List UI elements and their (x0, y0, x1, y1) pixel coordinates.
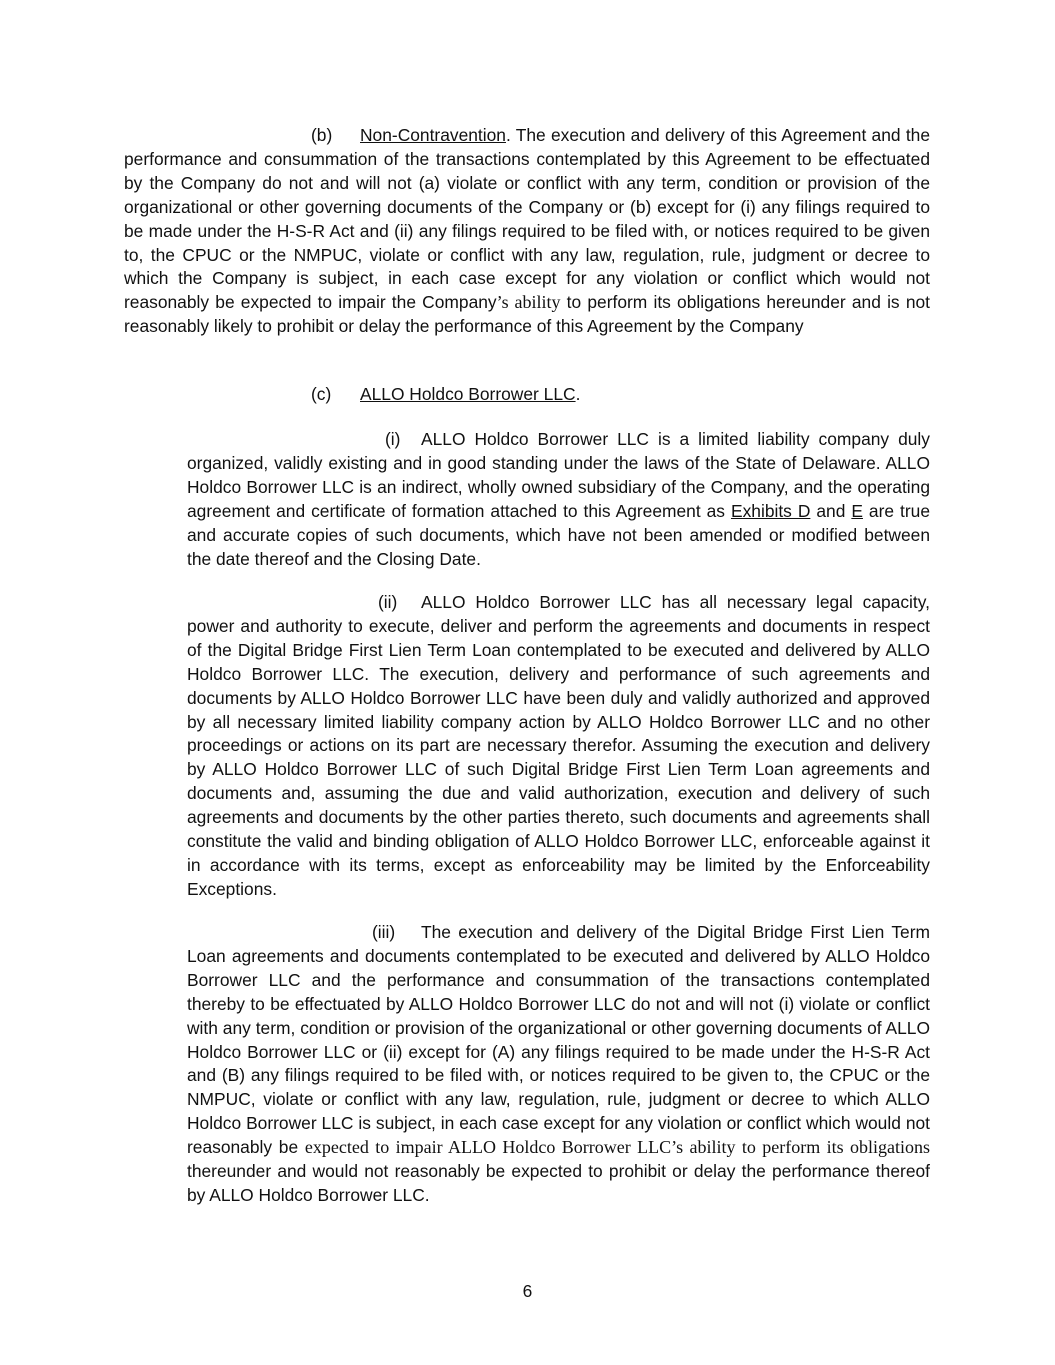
section-c-ii-paragraph (187, 591, 930, 902)
section-c-ii-text: ALLO Holdco Borrower LLC has all necessary legal capacity, power and authority to execute, deliver and perform the agreements and documents in respect of the Digital Bridge First Lien Term Loan contemplated to be executed and delivered by ALLO Holdco Borrower LLC. The execution, delivery and performance of such agreements and documents by ALLO Holdco Borrower LLC have been duly and validly authorized and approved by all necessary limited liability company action by ALLO Holdco Borrower LLC and no other proceedings or actions on its part are necessary therefor. Assuming the execution and delivery by ALLO Holdco Borrower LLC of such Digital Bridge First Lien Term Loan agreements and documents and, assuming the due and valid authorization, execution and delivery of such agreements and documents by the other parties thereto, such documents and agreements shall constitute the valid and binding obligation of ALLO Holdco Borrower LLC, enforceable against it in accordance with its terms, except as enforceability may be limited by the Enforceability Exceptions. (187, 592, 930, 899)
section-c-i-and: and (810, 500, 852, 521)
exhibit-d-link: Exhibits D (730, 500, 811, 521)
section-c-i-text-2: are true and accurate copies of such documents, which have not been amended or modified between the date thereof and the Closing Date. (187, 500, 930, 569)
section-c-iii-text-serif: expected to impair ALLO Holdco Borrower LLC’s ability to perform its obligations (304, 1137, 930, 1158)
section-c-i-number: (i) (385, 429, 401, 449)
section-c-ii-number: (ii) (378, 592, 398, 612)
section-b-title-suffix: . (505, 125, 511, 145)
section-c-heading (311, 383, 580, 407)
section-b-text-serif: ’s ability (496, 292, 561, 313)
page-number: 6 (522, 1281, 533, 1301)
section-b-text-2: to perform its obligations hereunder and is not reasonably likely to prohibit or delay the performance of this Agreement by the Company (124, 292, 930, 337)
section-c-i-text-1: ALLO Holdco Borrower LLC is a limited liability company duly organized, validly existing and in good standing under the laws of the State of Delaware. ALLO Holdco Borrower LLC is an indirect, wholly owned subsidiary of the Company, and the operating agreement and certificate of formation attached to this Agreement as (187, 429, 930, 521)
section-b-paragraph (124, 124, 930, 339)
section-c-number: (c) (311, 384, 332, 404)
section-c-i-paragraph (187, 428, 930, 571)
section-c-iii-text-1: The execution and delivery of the Digital Bridge First Lien Term Loan agreements and documents contemplated to be executed and delivered by ALLO Holdco Borrower LLC and the performance and consummation of the transactions contemplated thereby to be effectuated by ALLO Holdco Borrower LLC do not and will not (i) violate or conflict with any term, condition or provision of the organizational or other governing documents of ALLO Holdco Borrower LLC or (ii) except for (A) any filings required to be made under the H-S-R Act and (B) any filings required to be filed with, or notices required to be given to, the CPUC or the NMPUC, violate or conflict with any law, regulation, rule, judgment or decree to which ALLO Holdco Borrower LLC is subject, in each case except for any violation or conflict which would not reasonably be (187, 922, 930, 1158)
section-c-title-suffix: . (575, 384, 581, 404)
section-b-number: (b) (311, 125, 333, 145)
section-b-text-1: The execution and delivery of this Agreement and the performance and consummation of the transactions contemplated by this Agreement to be effectuated by the Company do not and will not (a) violate or conflict with any term, condition or provision of the organizational or other governing documents of the Company or (b) except for (i) any filings required to be made under the H-S-R Act and (ii) any filings required to be filed with, or notices required to be given to, the CPUC or the NMPUC, violate or conflict with any law, regulation, rule, judgment or decree to which the Company is subject, in each case except for any violation or conflict which would not reasonably be expected to impair the Company (124, 125, 930, 313)
exhibit-e-link: E (851, 500, 863, 521)
section-c-iii-number: (iii) (372, 922, 396, 942)
section-c-iii-text-2: thereunder and would not reasonably be expected to prohibit or delay the performance thereof by ALLO Holdco Borrower LLC. (187, 1161, 930, 1205)
section-c-iii-paragraph (187, 921, 930, 1208)
section-b-title: Non-Contravention (360, 125, 506, 145)
section-c-title: ALLO Holdco Borrower LLC (360, 384, 576, 404)
